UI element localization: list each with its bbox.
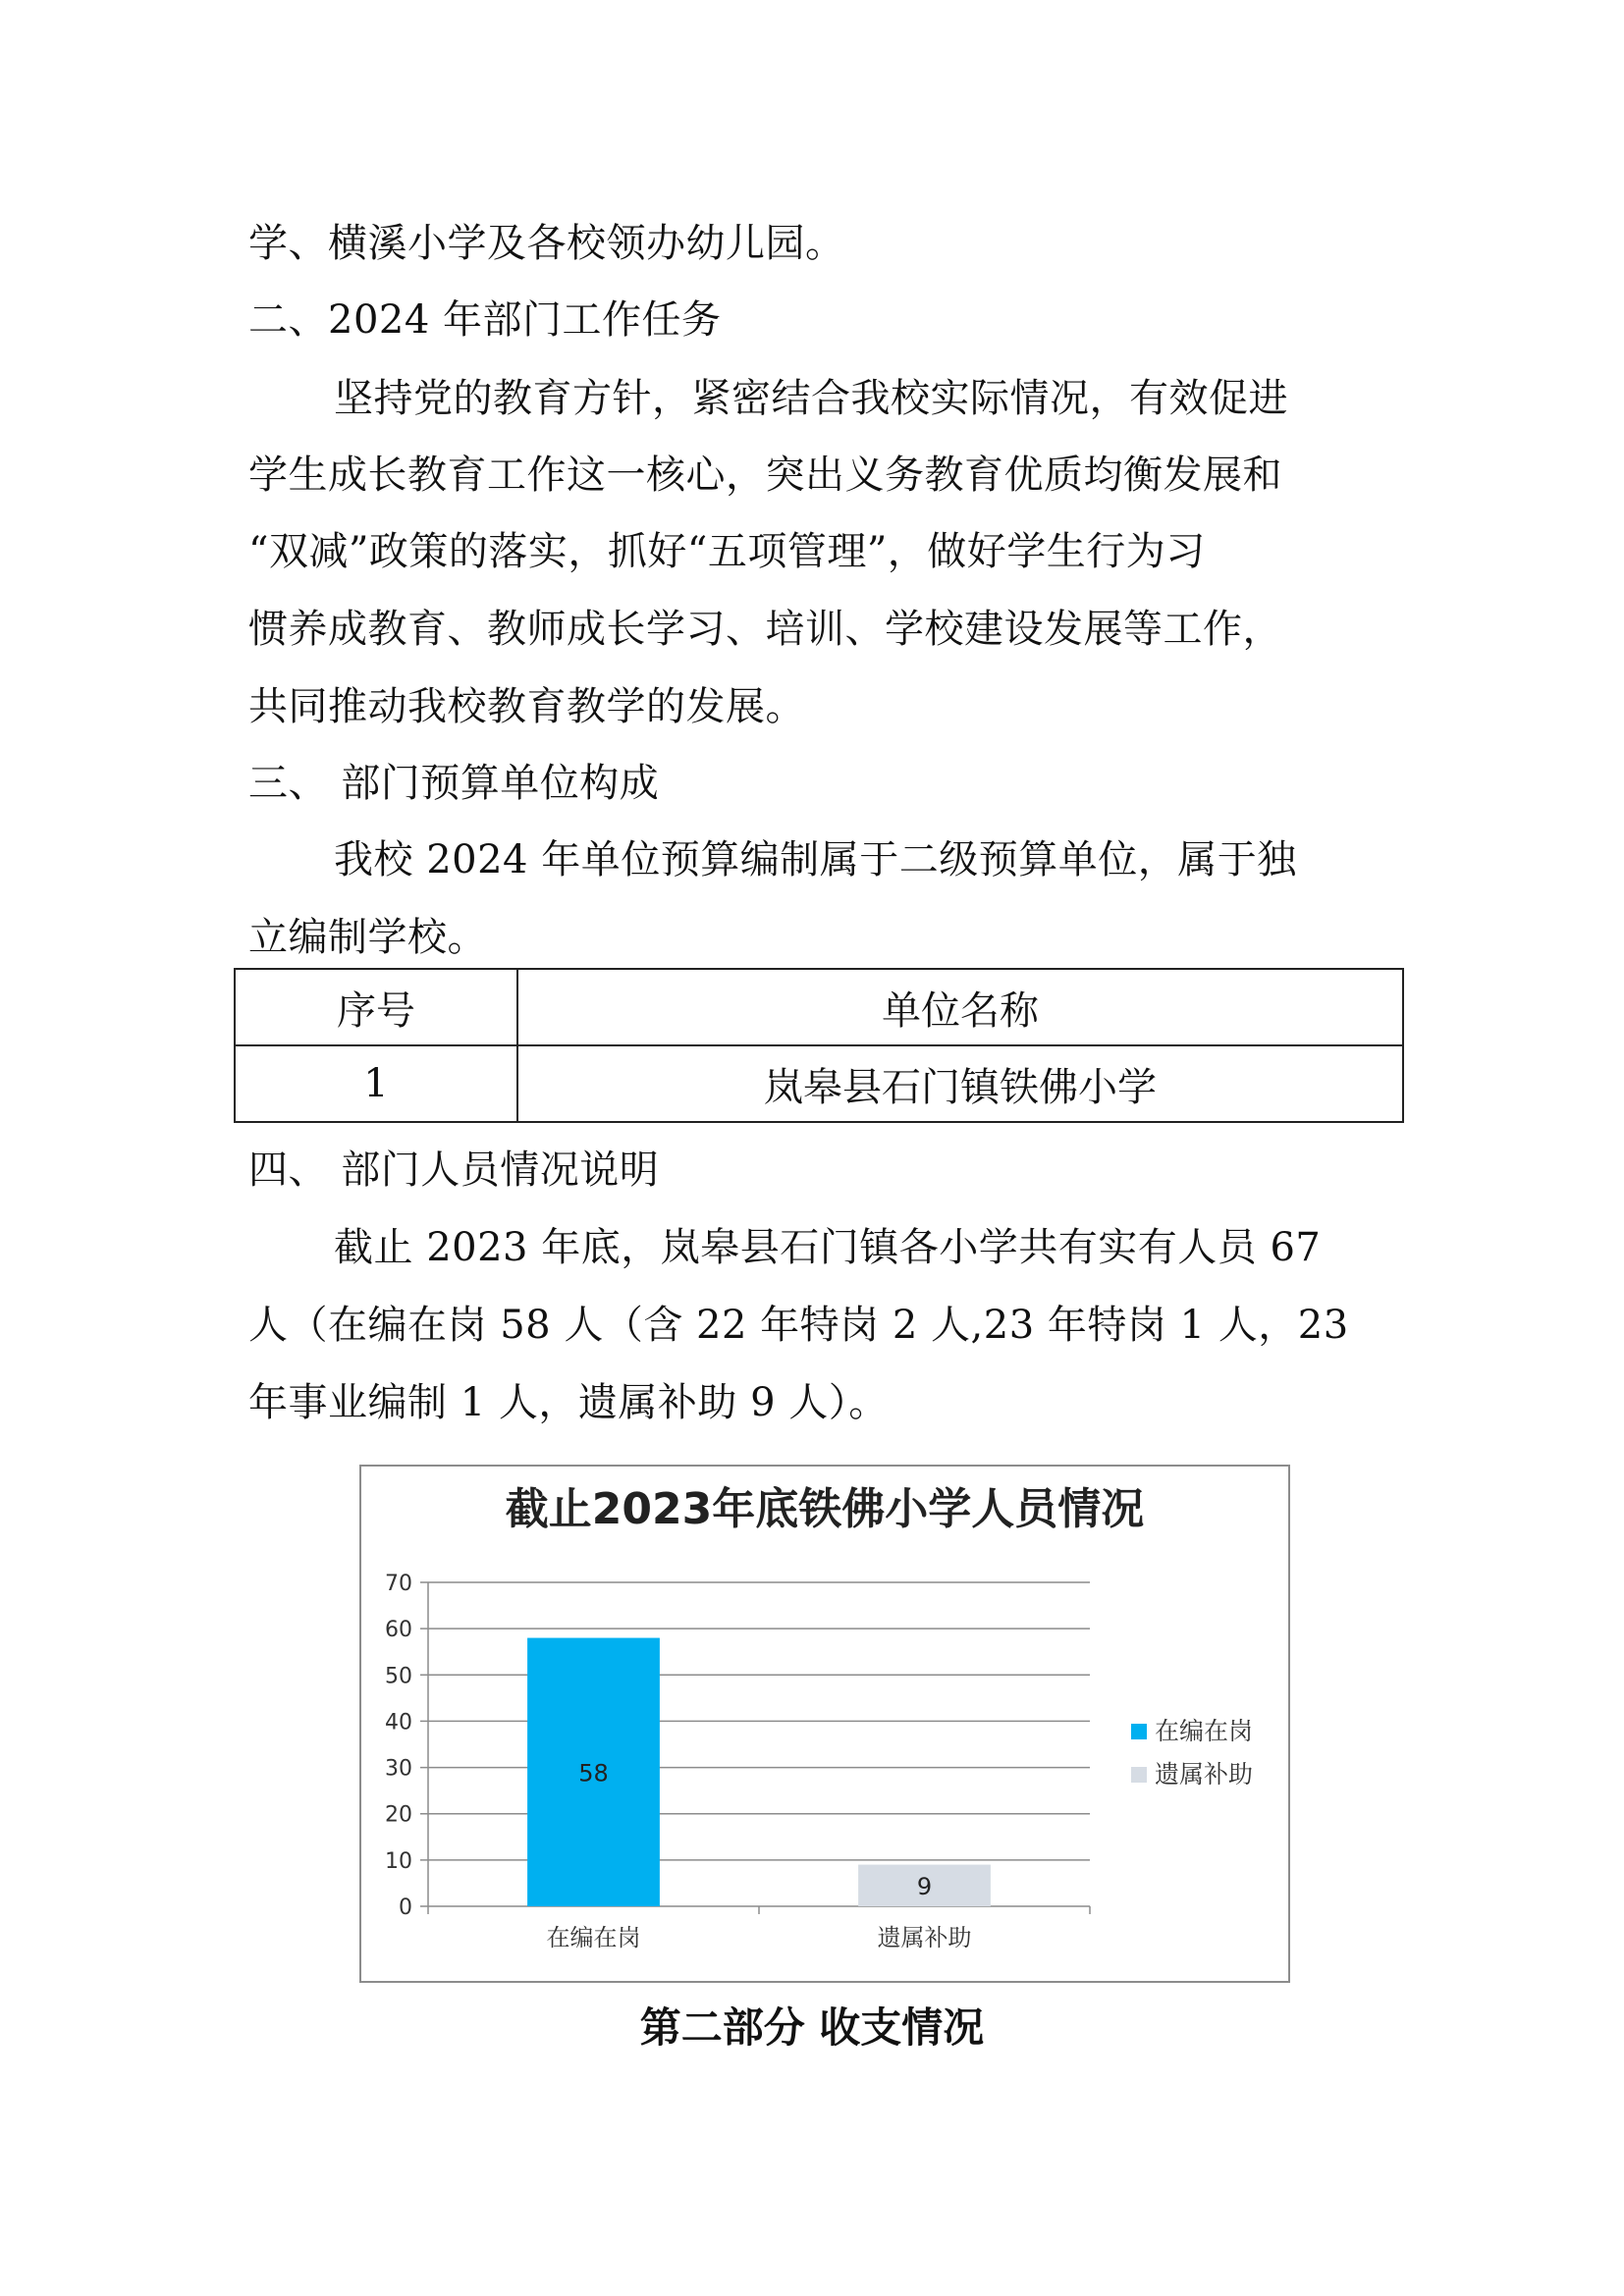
table-cell-unit-name: 岚皋县石门镇铁佛小学 — [517, 1045, 1403, 1122]
x-category-label: 在编在岗 — [546, 1924, 641, 1951]
legend-label: 遗属补助 — [1155, 1760, 1254, 1789]
chart-title: 截止2023年底铁佛小学人员情况 — [505, 1484, 1145, 1534]
staff-bar-chart — [359, 1465, 1290, 1983]
table-header-index: 序号 — [235, 969, 517, 1045]
body-line-1: 学、横溪小学及各校领办幼儿园。 — [248, 221, 845, 266]
budget-unit-table — [234, 968, 1404, 1123]
data-label: 9 — [916, 1872, 933, 1900]
y-tick-label: 60 — [385, 1618, 412, 1643]
body-line-7: 共同推动我校教育教学的发展。 — [248, 684, 805, 729]
table-header-row — [235, 969, 1403, 1045]
legend-swatch — [1131, 1724, 1147, 1739]
body-line-4: 学生成长教育工作这一核心，突出义务教育优质均衡发展和 — [248, 453, 1282, 498]
body-line-13: 人（在编在岗 58 人（含 22 年特岗 2 人,23 年特岗 1 人，23 — [248, 1303, 1349, 1348]
legend-swatch — [1131, 1767, 1147, 1783]
y-tick-label: 10 — [385, 1848, 412, 1874]
data-label: 58 — [578, 1759, 609, 1788]
body-line-5: “双减”政策的落实，抓好“五项管理”，做好学生行为习 — [248, 529, 1206, 574]
table-header-unit-name: 单位名称 — [517, 969, 1403, 1045]
body-line-14: 年事业编制 1 人，遗属补助 9 人）。 — [248, 1380, 889, 1425]
x-category-label: 遗属补助 — [877, 1924, 972, 1951]
legend-label: 在编在岗 — [1155, 1717, 1254, 1745]
y-tick-label: 20 — [385, 1802, 412, 1828]
y-tick-label: 50 — [385, 1664, 412, 1689]
y-tick-label: 30 — [385, 1756, 412, 1782]
chart-canvas — [361, 1467, 1288, 1981]
section-heading-2: 二、2024 年部门工作任务 — [248, 297, 722, 343]
body-line-3: 坚持党的教育方针，紧密结合我校实际情况，有效促进 — [334, 376, 1288, 421]
y-tick-label: 0 — [399, 1896, 412, 1920]
y-tick-label: 40 — [385, 1710, 412, 1735]
body-line-9: 我校 2024 年单位预算编制属于二级预算单位，属于独 — [334, 837, 1297, 882]
table-row — [235, 1045, 1403, 1122]
part-two-heading: 第二部分 收支情况 — [639, 2003, 985, 2052]
section-heading-3: 三、 部门预算单位构成 — [248, 761, 660, 806]
y-tick-label: 70 — [385, 1572, 412, 1596]
body-line-12: 截止 2023 年底，岚皋县石门镇各小学共有实有人员 67 — [334, 1225, 1322, 1270]
body-line-6: 惯养成教育、教师成长学习、培训、学校建设发展等工作， — [248, 607, 1282, 652]
section-heading-4: 四、 部门人员情况说明 — [248, 1148, 660, 1193]
table-cell-index: 1 — [235, 1045, 517, 1122]
body-line-10: 立编制学校。 — [248, 915, 487, 960]
